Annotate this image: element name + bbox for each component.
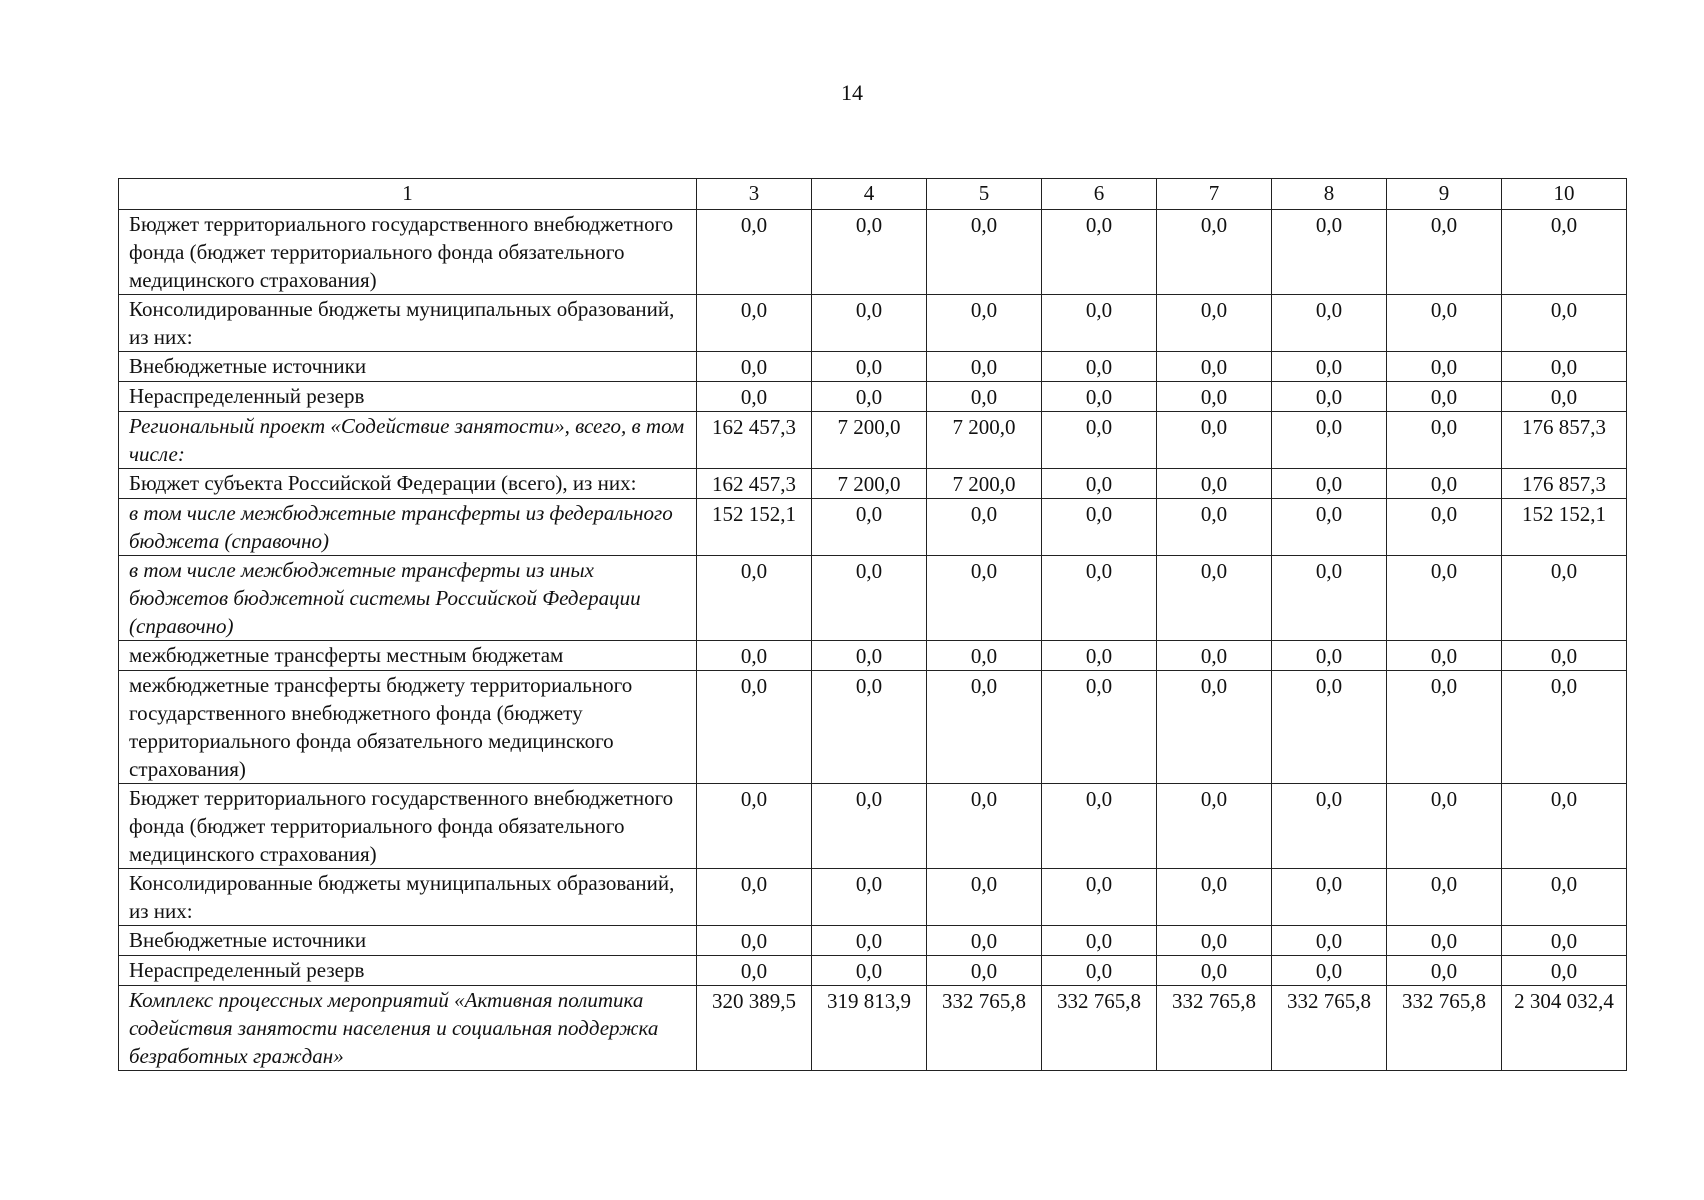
row-label: в том числе межбюджетные трансферты из иных бюджетов бюджетной системы Российской Федерации (справочно) [119,556,697,641]
value-cell: 0,0 [1387,926,1502,956]
column-header-5: 6 [1042,179,1157,210]
value-cell: 2 304 032,4 [1502,986,1627,1071]
value-cell: 0,0 [1502,671,1627,784]
table-row [119,412,1627,469]
row-label: в том числе межбюджетные трансферты из федерального бюджета (справочно) [119,499,697,556]
row-label: Нераспределенный резерв [119,382,697,412]
value-cell: 0,0 [812,641,927,671]
value-cell: 0,0 [927,671,1042,784]
value-cell: 0,0 [1042,499,1157,556]
column-header-2: 3 [697,179,812,210]
value-cell: 319 813,9 [812,986,927,1071]
value-cell: 0,0 [1387,641,1502,671]
value-cell: 176 857,3 [1502,469,1627,499]
value-cell: 0,0 [812,956,927,986]
value-cell: 0,0 [1272,210,1387,295]
value-cell: 162 457,3 [697,412,812,469]
value-cell: 0,0 [1157,641,1272,671]
value-cell: 0,0 [1157,784,1272,869]
value-cell: 0,0 [812,352,927,382]
row-label: Комплекс процессных мероприятий «Активная политика содействия занятости населения и социальная поддержка безработных граждан» [119,986,697,1071]
value-cell: 0,0 [1042,869,1157,926]
value-cell: 0,0 [1272,469,1387,499]
value-cell: 0,0 [812,499,927,556]
value-cell: 0,0 [927,499,1042,556]
value-cell: 0,0 [1387,469,1502,499]
value-cell: 0,0 [1272,412,1387,469]
table-row [119,469,1627,499]
value-cell: 0,0 [1272,926,1387,956]
value-cell: 152 152,1 [697,499,812,556]
value-cell: 0,0 [927,382,1042,412]
value-cell: 0,0 [697,352,812,382]
table-row [119,352,1627,382]
table-row [119,556,1627,641]
value-cell: 0,0 [1272,956,1387,986]
value-cell: 332 765,8 [1272,986,1387,1071]
value-cell: 0,0 [1272,671,1387,784]
row-label: Региональный проект «Содействие занятости», всего, в том числе: [119,412,697,469]
row-label: Бюджет субъекта Российской Федерации (всего), из них: [119,469,697,499]
row-label: Внебюджетные источники [119,926,697,956]
value-cell: 0,0 [1157,499,1272,556]
value-cell: 0,0 [697,926,812,956]
value-cell: 0,0 [927,956,1042,986]
row-label: Консолидированные бюджеты муниципальных образований, из них: [119,869,697,926]
value-cell: 0,0 [697,956,812,986]
value-cell: 0,0 [697,556,812,641]
page-number: 14 [841,80,863,105]
value-cell: 0,0 [1042,469,1157,499]
value-cell: 0,0 [697,784,812,869]
value-cell: 0,0 [1042,671,1157,784]
value-cell: 0,0 [1157,671,1272,784]
value-cell: 0,0 [1042,784,1157,869]
value-cell: 0,0 [1272,382,1387,412]
value-cell: 0,0 [1387,210,1502,295]
table-row [119,986,1627,1071]
value-cell: 0,0 [697,210,812,295]
value-cell: 0,0 [1387,499,1502,556]
value-cell: 0,0 [1502,295,1627,352]
value-cell: 0,0 [1042,295,1157,352]
value-cell: 0,0 [1387,295,1502,352]
value-cell: 0,0 [1157,352,1272,382]
value-cell: 0,0 [1502,784,1627,869]
value-cell: 176 857,3 [1502,412,1627,469]
value-cell: 0,0 [1042,352,1157,382]
table-row [119,382,1627,412]
value-cell: 0,0 [1272,556,1387,641]
value-cell: 0,0 [1157,295,1272,352]
value-cell: 0,0 [1502,210,1627,295]
value-cell: 0,0 [1502,556,1627,641]
column-header-3: 4 [812,179,927,210]
table-row [119,869,1627,926]
value-cell: 0,0 [1157,956,1272,986]
row-label: межбюджетные трансферты бюджету территориального государственного внебюджетного фонда (бюджету территориального фонда обязательного медицинского страхования) [119,671,697,784]
value-cell: 0,0 [927,784,1042,869]
header-row [119,179,1627,210]
table-row [119,784,1627,869]
value-cell: 0,0 [927,926,1042,956]
value-cell: 0,0 [1042,926,1157,956]
value-cell: 0,0 [1042,556,1157,641]
value-cell: 0,0 [812,869,927,926]
value-cell: 0,0 [697,641,812,671]
table-row [119,956,1627,986]
value-cell: 7 200,0 [927,469,1042,499]
value-cell: 0,0 [1272,499,1387,556]
value-cell: 0,0 [697,382,812,412]
value-cell: 0,0 [1502,926,1627,956]
column-header-8: 9 [1387,179,1502,210]
value-cell: 0,0 [1157,469,1272,499]
value-cell: 0,0 [697,295,812,352]
value-cell: 0,0 [1387,352,1502,382]
value-cell: 0,0 [1042,210,1157,295]
value-cell: 0,0 [812,382,927,412]
value-cell: 0,0 [1042,382,1157,412]
value-cell: 0,0 [1042,956,1157,986]
budget-table [118,178,1627,1071]
row-label: Нераспределенный резерв [119,956,697,986]
row-label: Консолидированные бюджеты муниципальных образований, из них: [119,295,697,352]
value-cell: 0,0 [927,295,1042,352]
value-cell: 0,0 [1042,641,1157,671]
value-cell: 0,0 [1387,956,1502,986]
value-cell: 0,0 [1387,671,1502,784]
value-cell: 152 152,1 [1502,499,1627,556]
value-cell: 0,0 [1272,641,1387,671]
value-cell: 0,0 [927,869,1042,926]
value-cell: 0,0 [1272,295,1387,352]
value-cell: 0,0 [927,210,1042,295]
value-cell: 0,0 [1157,869,1272,926]
value-cell: 0,0 [812,210,927,295]
value-cell: 0,0 [1157,556,1272,641]
table-body [119,210,1627,1071]
row-label: межбюджетные трансферты местным бюджетам [119,641,697,671]
value-cell: 320 389,5 [697,986,812,1071]
value-cell: 0,0 [927,352,1042,382]
value-cell: 0,0 [1502,956,1627,986]
table-row [119,499,1627,556]
value-cell: 0,0 [1042,412,1157,469]
value-cell: 0,0 [1387,412,1502,469]
value-cell: 162 457,3 [697,469,812,499]
value-cell: 0,0 [812,556,927,641]
table-row [119,926,1627,956]
value-cell: 0,0 [1502,869,1627,926]
value-cell: 0,0 [1502,641,1627,671]
value-cell: 0,0 [1502,382,1627,412]
column-header-6: 7 [1157,179,1272,210]
value-cell: 0,0 [927,556,1042,641]
column-header-4: 5 [927,179,1042,210]
value-cell: 0,0 [1387,382,1502,412]
value-cell: 0,0 [697,869,812,926]
value-cell: 0,0 [697,671,812,784]
value-cell: 0,0 [1272,784,1387,869]
value-cell: 0,0 [812,671,927,784]
column-header-1: 1 [119,179,697,210]
value-cell: 0,0 [1157,382,1272,412]
table-row [119,641,1627,671]
value-cell: 7 200,0 [812,469,927,499]
value-cell: 332 765,8 [1387,986,1502,1071]
value-cell: 0,0 [812,784,927,869]
value-cell: 7 200,0 [812,412,927,469]
value-cell: 7 200,0 [927,412,1042,469]
value-cell: 332 765,8 [1157,986,1272,1071]
value-cell: 0,0 [1387,556,1502,641]
value-cell: 0,0 [1387,784,1502,869]
table-row [119,295,1627,352]
table-row [119,210,1627,295]
value-cell: 0,0 [1157,412,1272,469]
row-label: Бюджет территориального государственного внебюджетного фонда (бюджет территориального фонда обязательного медицинского страхования) [119,210,697,295]
value-cell: 0,0 [1387,869,1502,926]
row-label: Внебюджетные источники [119,352,697,382]
value-cell: 0,0 [1502,352,1627,382]
value-cell: 0,0 [812,926,927,956]
value-cell: 0,0 [812,295,927,352]
row-label: Бюджет территориального государственного внебюджетного фонда (бюджет территориального фонда обязательного медицинского страхования) [119,784,697,869]
value-cell: 0,0 [1157,210,1272,295]
value-cell: 332 765,8 [1042,986,1157,1071]
value-cell: 0,0 [1272,869,1387,926]
value-cell: 0,0 [927,641,1042,671]
column-header-7: 8 [1272,179,1387,210]
column-header-9: 10 [1502,179,1627,210]
value-cell: 0,0 [1157,926,1272,956]
table-row [119,671,1627,784]
value-cell: 0,0 [1272,352,1387,382]
value-cell: 332 765,8 [927,986,1042,1071]
